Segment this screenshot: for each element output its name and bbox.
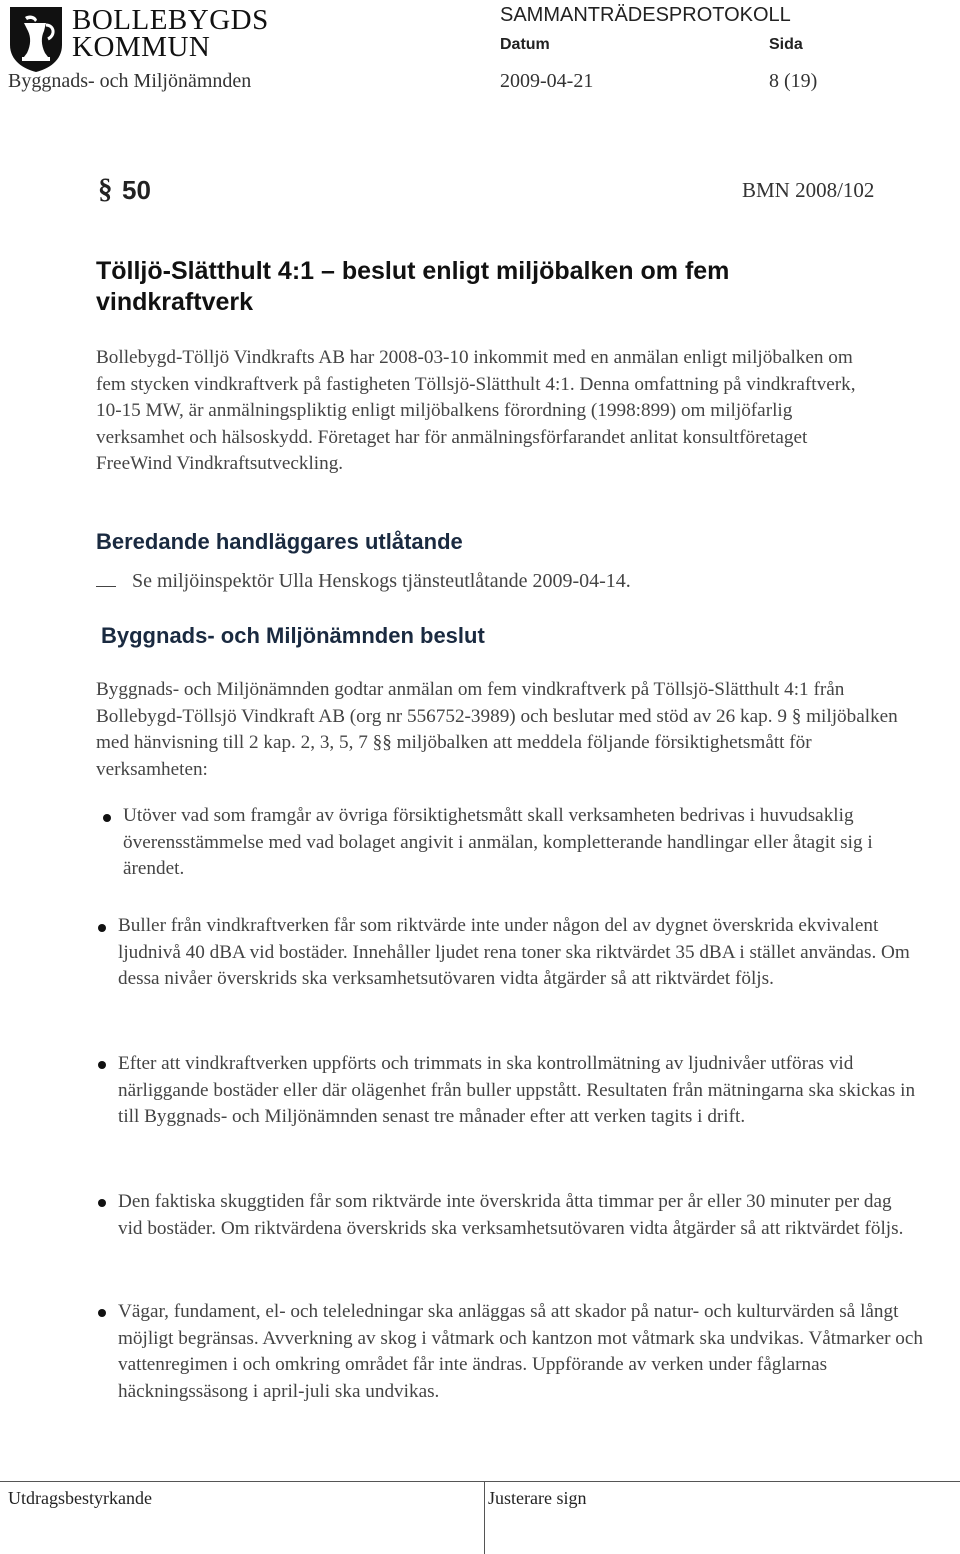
municipality-name-line2: KOMMUN <box>72 31 211 63</box>
page-label: Sida <box>769 36 803 53</box>
beredande-text: Se miljöinspektör Ulla Henskogs tjänsteutlåtande 2009-04-14. <box>132 570 631 592</box>
footer-column-divider <box>484 1481 485 1554</box>
beslut-heading: Byggnads- och Miljönämnden beslut <box>101 623 485 648</box>
paragraph-number: 50 <box>122 175 151 205</box>
list-item: Vägar, fundament, el- och teleledningar ska anläggas så att skador på natur- och kulturvärden så långt möjligt begränsas. Avverkning av skog i våtmark och kantzon mot våtmark ska undvikas. Våtmarker och vattenregimen i och omkring området får inte ändras. Uppförande av verken under fåglarnas häckningssäsong i april-juli ska undvikas. <box>118 1301 923 1402</box>
footer-attestation-label: Utdragsbestyrkande <box>8 1488 152 1508</box>
list-item: Utöver vad som framgår av övriga försiktighetsmått skall verksamheten bedrivas i huvudsaklig överensstämmelse med vad bolaget angivit i anmälan, kompletterande handlingar eller åtagit sig i ärendet. <box>123 805 873 879</box>
page-number: 8 (19) <box>769 70 818 92</box>
meeting-date: 2009-04-21 <box>500 70 594 92</box>
bullet-marker <box>98 1309 106 1317</box>
case-number: BMN 2008/102 <box>742 178 875 202</box>
decision-paragraph: Byggnads- och Miljönämnden godtar anmälan om fem vindkraftverk på Töllsjö-Slätthult 4:1 från Bollebygd-Töllsjö Vindkraft AB (org nr 556752-3989) och beslutar med stöd av 26 kap. 9 § miljöbalken med hänvisning till 2 kap. 2, 3, 5, 7 §§ miljöbalken att meddela följande försiktighetsmått för verksamheten: <box>96 679 898 780</box>
list-item: Den faktiska skuggtiden får som riktvärde inte överskrida åtta timmar per år eller 30 minuter per dag vid bostäder. Om riktvärdena överskrids ska verksamhetsutövaren vidta åtgärder så att riktvärdet följs. <box>118 1191 904 1239</box>
footer-divider <box>0 1481 960 1482</box>
date-label: Datum <box>500 36 550 53</box>
paragraph-symbol: § <box>98 173 113 205</box>
bullet-marker <box>98 1199 106 1207</box>
municipality-crest-icon <box>8 5 64 73</box>
document-type: SAMMANTRÄDESPROTOKOLL <box>500 4 791 26</box>
section-title: Tölljö-Slätthult 4:1 – beslut enligt miljöbalken om fem vindkraftverk <box>96 257 730 316</box>
list-item: Efter att vindkraftverken uppförts och trimmats in ska kontrollmätning av ljudnivåer utföras vid närliggande bostäder eller där olägenhet från buller uppstått. Resultaten från mätningarna ska skickas in till Byggnads- och Miljönämnden senast tre månader efter att verken tagits i drift. <box>118 1053 916 1127</box>
list-dash <box>96 586 116 587</box>
footer-signature-label: Justerare sign <box>488 1488 587 1508</box>
list-item: Buller från vindkraftverken får som riktvärde inte under någon del av dygnet överskrida ekvivalent ljudnivå 40 dBA vid bostäder. Innehåller ljudet rena toner ska riktvärdet 35 dBA i stället användas. Om dessa nivåer överskrids ska verksamhetsutövaren vidta åtgärder så att riktvärdet följs. <box>118 915 910 989</box>
bullet-marker <box>103 814 111 822</box>
board-name: Byggnads- och Miljönämnden <box>8 70 252 92</box>
beredande-heading: Beredande handläggares utlåtande <box>96 529 463 554</box>
intro-paragraph: Bollebygd-Tölljö Vindkrafts AB har 2008-03-10 inkommit med en anmälan enligt miljöbalken om fem stycken vindkraftverk på fastigheten Töllsjö-Slätthult 4:1. Denna omfattning på vindkraftverk, 10-15 MW, är anmälningspliktig enligt miljöbalkens förordning (1998:899) om miljöfarlig verksamhet och hälsoskydd. Företaget har för anmälningsförfarandet anlitat konsultföretaget FreeWind Vindkraftsutveckling. <box>96 347 856 474</box>
bullet-marker <box>98 924 106 932</box>
bullet-marker <box>98 1061 106 1069</box>
municipality-name-line1: BOLLEBYGDS <box>72 4 269 36</box>
